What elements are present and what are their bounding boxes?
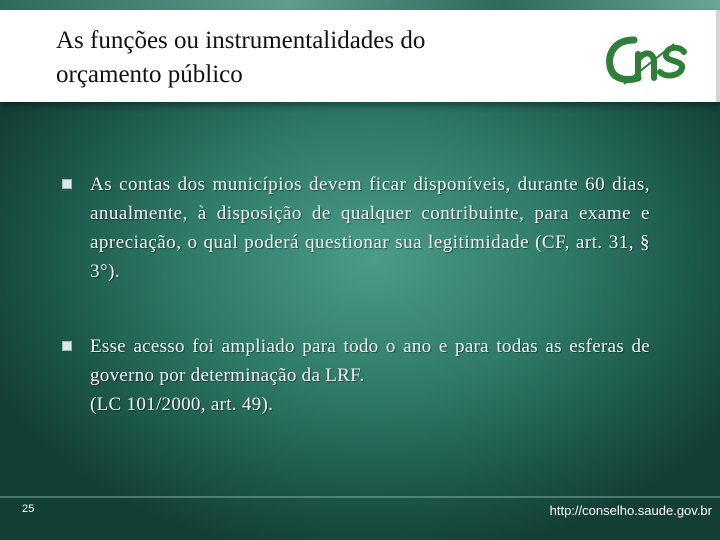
bullet-reference: (CF, art. 31, § 3°). (90, 232, 651, 282)
footer-divider (0, 496, 720, 498)
bullet-text: Esse acesso foi ampliado para todo o ano e para todas as esferas de governo por determinação da LRF. (90, 336, 650, 386)
bullet-item (62, 332, 650, 419)
bullet-reference: (LC 101/2000, art. 49). (90, 394, 274, 415)
bullet-item (62, 170, 650, 286)
footer-url-link[interactable]: http://conselho.saude.gov.br (549, 503, 712, 518)
page-number: 25 (22, 503, 35, 515)
bullet-square-icon (62, 179, 72, 189)
cns-logo-icon (604, 32, 690, 90)
bullet-square-icon (62, 341, 72, 351)
slide-body (62, 170, 650, 419)
slide-header (0, 10, 720, 102)
title-line-2: orçamento público (56, 61, 243, 88)
top-band (0, 0, 720, 10)
bullet-text: As contas dos municípios devem ficar disponíveis, durante 60 dias, anualmente, à disposição de qualquer contribuinte, para exame e apreciação, o qual poderá questionar sua legitimidade (90, 174, 650, 253)
title-line-1: As funções ou instrumentalidades do (56, 27, 426, 54)
slide-title (56, 24, 556, 92)
